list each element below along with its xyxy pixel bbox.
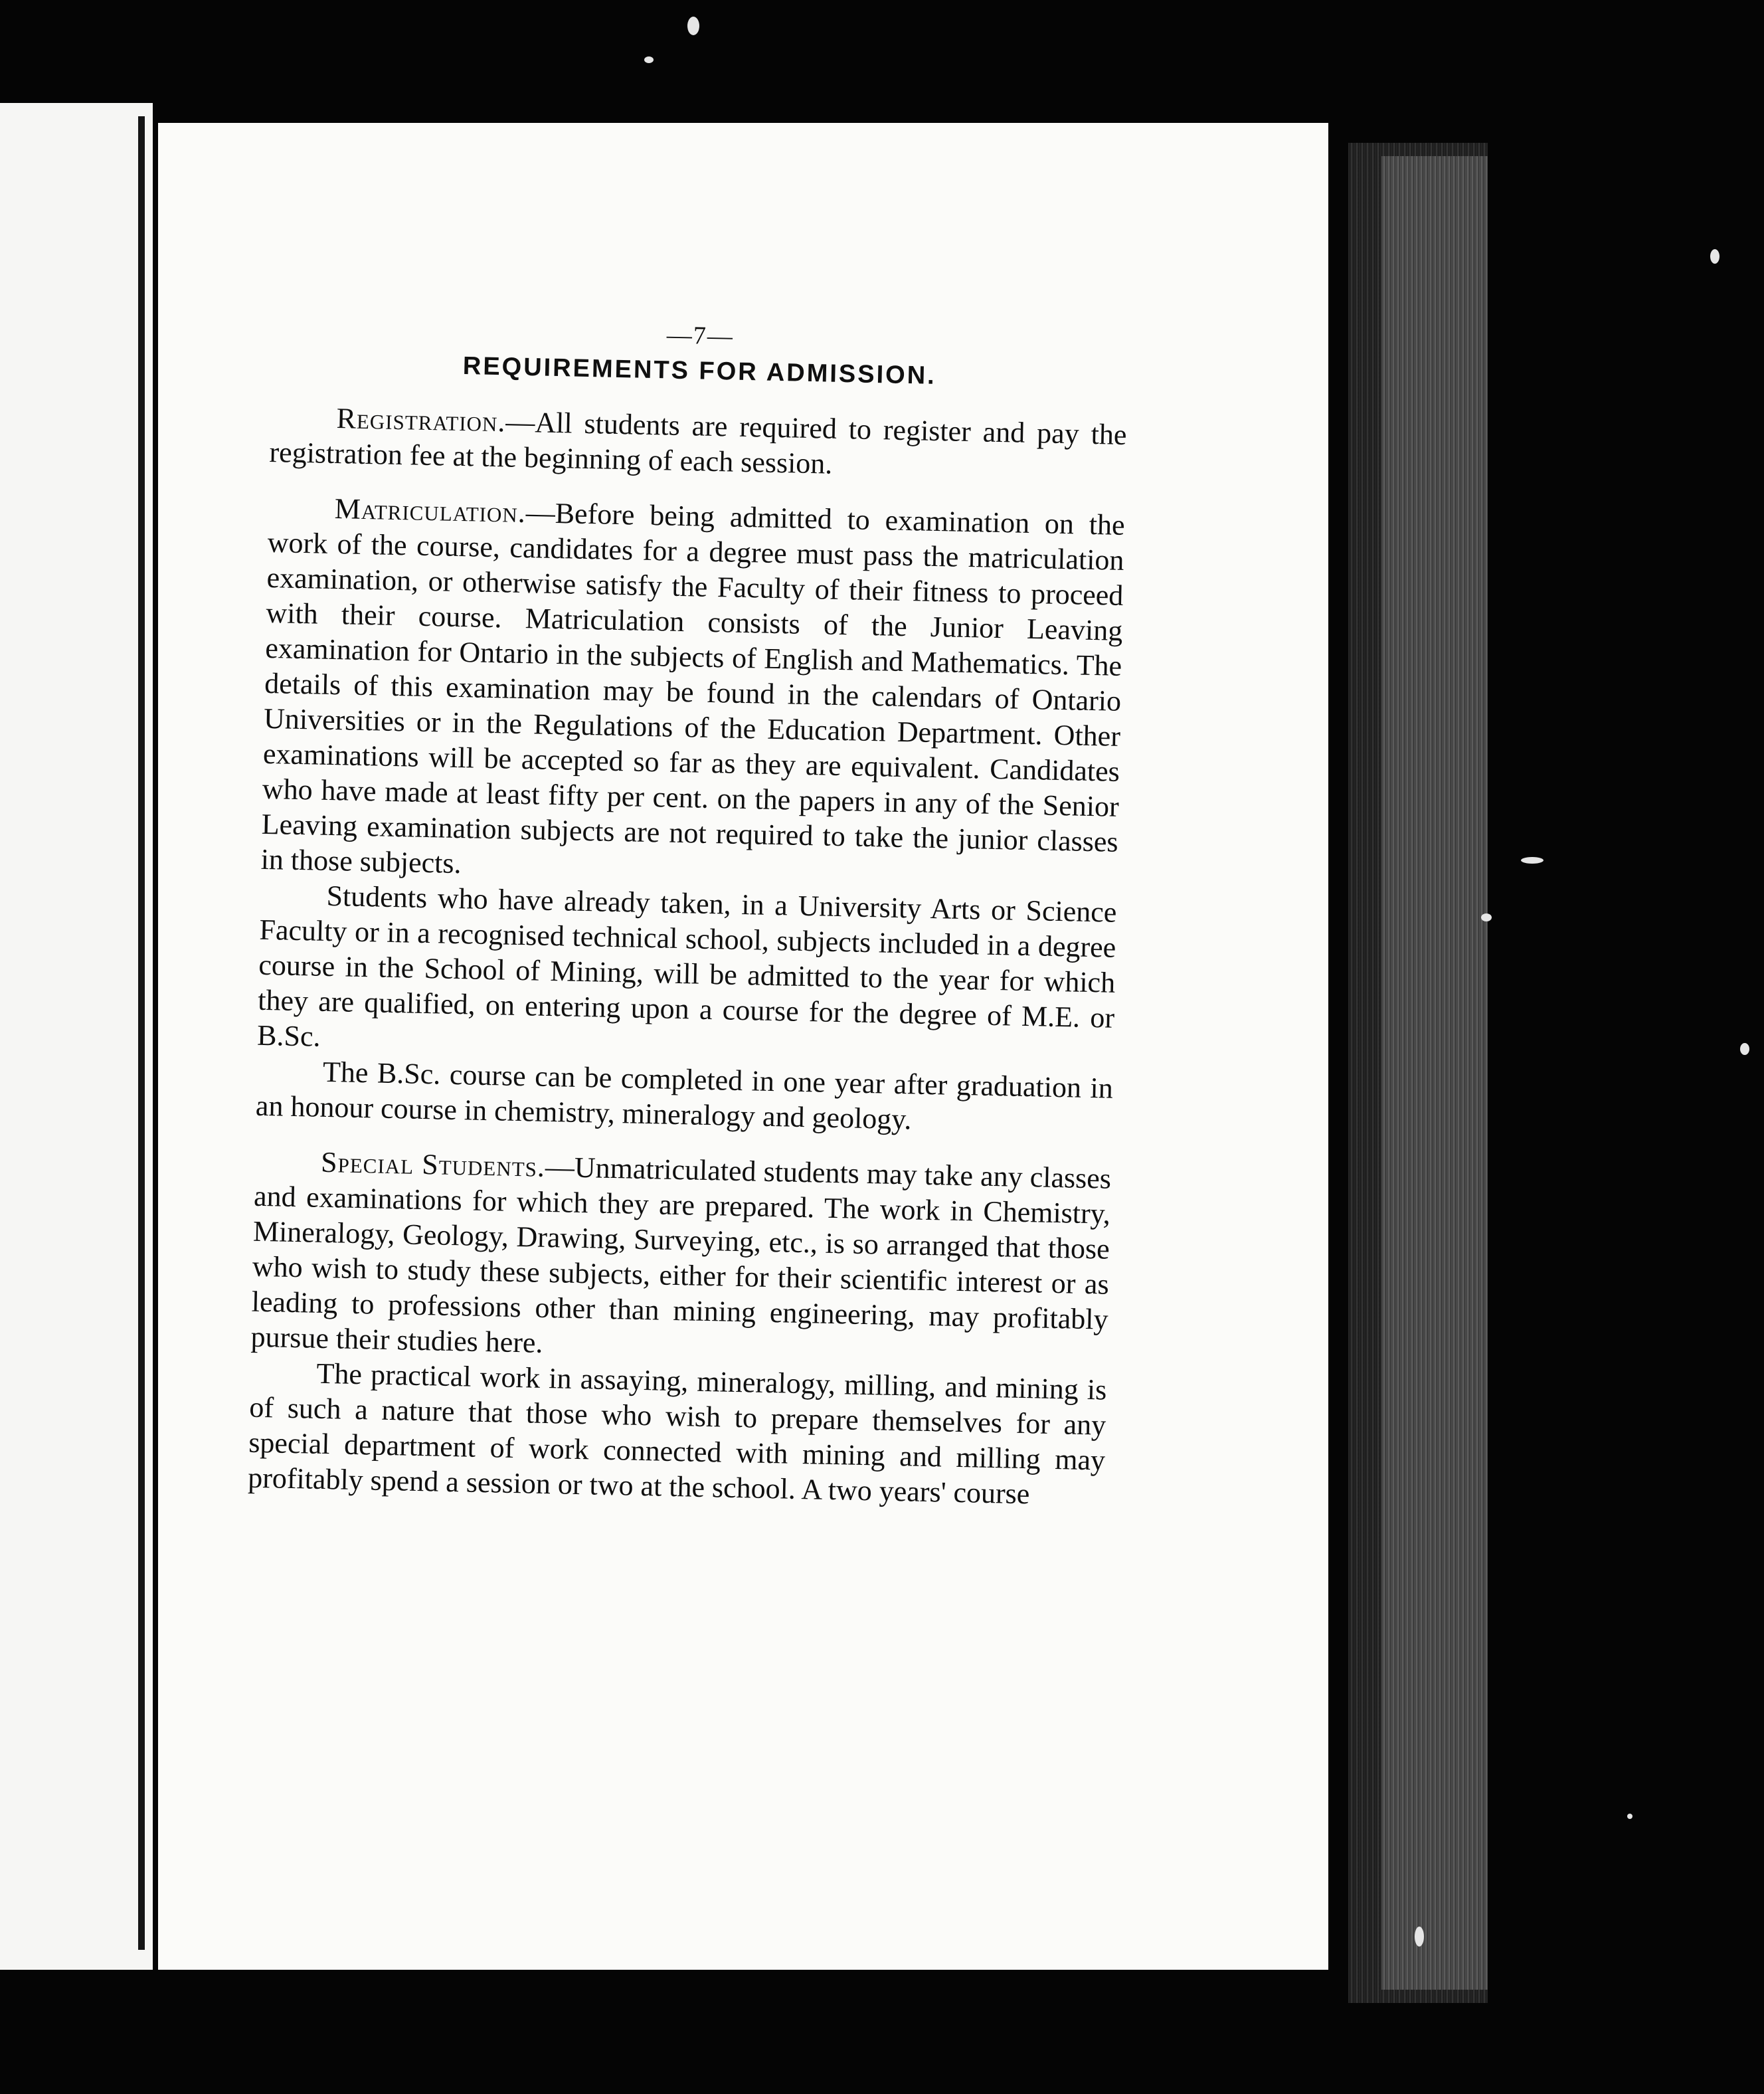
paragraph-practical-work xyxy=(248,1355,1107,1513)
dust-speck xyxy=(1481,913,1492,921)
paragraph-advanced-standing xyxy=(257,877,1117,1071)
paragraph-text: The B.Sc. course can be completed in one year after graduation in an honour course in chemistry, mineralogy and geology. xyxy=(255,1055,1114,1136)
dust-speck xyxy=(1521,857,1544,864)
dust-speck xyxy=(1740,1043,1749,1055)
paragraph-lead: Registration. xyxy=(336,402,506,438)
paragraph-text: Students who have already taken, in a University Arts or Science Faculty or in a recognised technical school, subjects included in a degree course in the School of Mining, will be admitted to the year for which they are qualified, on entering upon a course for the degree of M.E. or B.Sc. xyxy=(256,879,1117,1053)
facing-page-edge xyxy=(0,103,153,1970)
page-heading: REQUIREMENTS FOR ADMISSION. xyxy=(462,352,937,390)
book-gutter xyxy=(138,116,145,1950)
page-number: —7— xyxy=(666,321,735,351)
paragraph-text: —All students are required to register and pay the registration fee at the beginning of each session. xyxy=(269,405,1127,480)
book-page-edges-highlight xyxy=(1381,156,1488,1990)
dust-speck xyxy=(1415,1927,1424,1947)
paragraph-lead: Matriculation. xyxy=(334,492,527,529)
paragraph-text: The practical work in assaying, mineralogy, milling, and mining is of such a nature that those who wish to prepare themselves for any special department of work connected with mining and milling may profitably spend a session or two at the school. A two years' course xyxy=(247,1357,1107,1511)
paragraph-text: —Unmatriculated students may take any classes and examinations for which they are prepared. The work in Chemistry, Mineralogy, Geology, Drawing, Surveying, etc., is so arranged that those who wish to study these subjects, either for their scientific interest or as leading to professions other than mining engineering, may profitably pursue their studies here. xyxy=(250,1150,1112,1359)
paragraph-special-students xyxy=(250,1143,1111,1373)
dust-speck xyxy=(644,56,654,63)
dust-speck xyxy=(1710,249,1720,264)
paragraph-text: —Before being admitted to examination on the work of the course, candidates for a degree must pass the matriculation examination, or otherwise satisfy the Faculty of their fitness to proceed with their course. Matriculation consists of the Junior Leaving examination for Ontario in the subjects of English and Mathematics. The details of this examination may be found in the calendars of Ontario Universities or in the Regulations of the Education Department. Other examinations will be accepted so far as they are equivalent. Candidates who have made at least fifty per cent. on the papers in any of the Senior Leaving examination subjects are not required to take the junior classes in those subjects. xyxy=(260,496,1126,880)
dust-speck xyxy=(687,17,699,35)
page-content xyxy=(248,312,1129,1513)
paragraph-lead: Special Students. xyxy=(320,1145,546,1183)
paragraph-registration xyxy=(269,399,1127,488)
dust-speck xyxy=(1627,1814,1632,1819)
paragraph-matriculation xyxy=(260,490,1125,895)
